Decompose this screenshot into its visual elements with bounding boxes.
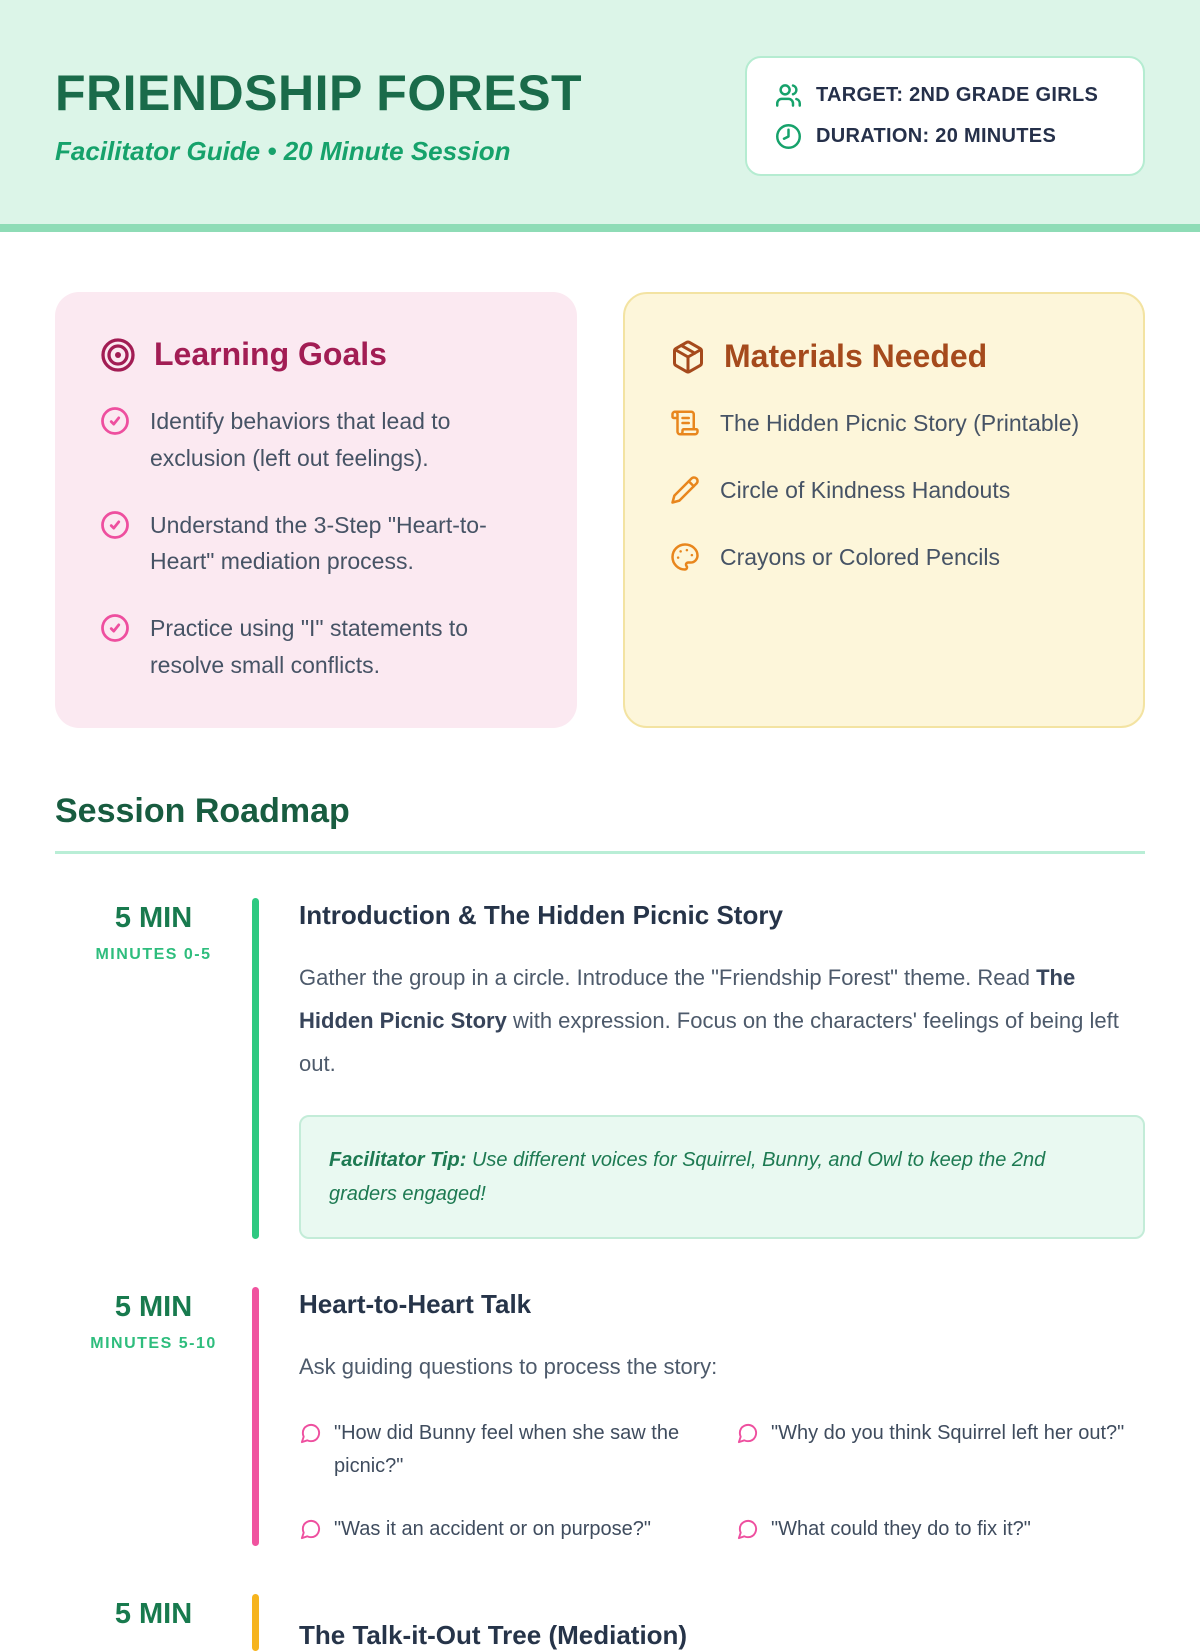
step-title: The Talk-it-Out Tree (Mediation) [299,1620,688,1651]
question-text: "Was it an accident or on purpose?" [334,1518,651,1541]
roadmap-step-3 [55,1594,1145,1651]
question-item [299,1513,708,1546]
goal-text: Understand the 3-Step "Heart-to-Heart" mediation process. [150,511,487,575]
list-item [100,403,532,477]
question-text: "How did Bunny feel when she saw the picnic?" [334,1422,680,1478]
duration-label: DURATION: 20 MINUTES [816,125,1057,147]
list-item [670,405,1098,442]
step-body [299,957,1145,1086]
question-item [736,1417,1145,1483]
pencil-icon [670,475,700,505]
guiding-questions [299,1417,1145,1546]
material-text: The Hidden Picnic Story (Printable) [720,410,1080,436]
users-icon [775,82,802,109]
duration-row [775,123,1115,150]
step-content [259,898,1145,1240]
step-duration: 5 MIN [114,901,193,934]
materials-card [623,292,1145,728]
learning-goals-title-row [100,336,532,373]
roadmap-steps [55,898,1145,1651]
step-title: Heart-to-Heart Talk [299,1289,532,1320]
question-item [299,1417,708,1483]
material-text: Crayons or Colored Pencils [720,543,1000,570]
question-item [736,1513,1145,1546]
session-info-badge [745,56,1145,176]
tip-label: Facilitator Tip: [329,1149,467,1172]
question-text: "What could they do to fix it?" [771,1518,1031,1541]
list-item [670,472,1098,509]
info-cards [0,232,1200,728]
materials-title-row [670,338,1098,375]
target-icon [100,337,136,373]
materials-list [670,405,1098,575]
step-content [259,1287,1145,1546]
step-time [55,1594,252,1651]
roadmap-step-2 [55,1287,1145,1546]
step-range: MINUTES 0-5 [95,945,212,963]
roadmap-step-1 [55,898,1145,1240]
check-circle-icon [100,510,130,540]
body-text: Gather the group in a circle. Introduce the "Friendship Forest" theme. Read [299,964,1037,990]
learning-goals-list [100,403,532,684]
step-time [55,1287,252,1546]
target-row [775,82,1115,109]
target-label: TARGET: 2ND GRADE GIRLS [816,84,1099,106]
package-icon [670,339,706,375]
tip-text: Use different voices for Squirrel, Bunny, and Owl to keep the 2nd graders engaged! [329,1149,1046,1206]
step-body: Ask guiding questions to process the story: [299,1354,718,1380]
step-title: Introduction & The Hidden Picnic Story [299,899,783,930]
header-title-block [55,66,582,167]
speech-bubble-icon [736,1518,759,1541]
list-item [100,610,532,684]
goal-text: Practice using "I" statements to resolve small conflicts. [150,615,469,678]
check-circle-icon [100,406,130,436]
page-subtitle: Facilitator Guide • 20 Minute Session [55,135,511,166]
body-bold-text: The Hidden Picnic Story [299,964,1076,1033]
goal-text: Identify behaviors that lead to exclusion (left out feelings). [150,408,451,471]
step-duration: 5 MIN [114,1598,193,1631]
timeline-bar [252,1594,259,1651]
learning-goals-card [55,292,577,728]
list-item [100,507,532,581]
material-text: Circle of Kindness Handouts [720,476,1011,503]
page-title: FRIENDSHIP FOREST [55,64,583,121]
list-item [670,539,1098,576]
clock-icon [775,123,802,150]
scroll-icon [670,408,700,438]
palette-icon [670,542,700,572]
roadmap-heading: Session Roadmap [55,792,1145,854]
step-content [259,1594,1145,1651]
step-range: MINUTES 5-10 [90,1335,217,1353]
step-duration: 5 MIN [114,1291,193,1324]
step-time [55,898,252,1240]
timeline-bar [252,898,259,1240]
timeline-bar [252,1287,259,1546]
speech-bubble-icon [736,1422,759,1445]
speech-bubble-icon [299,1518,322,1541]
materials-title: Materials Needed [724,338,988,374]
question-text: "Why do you think Squirrel left her out?" [771,1422,1125,1445]
learning-goals-title: Learning Goals [154,336,387,372]
facilitator-tip-box [299,1115,1145,1239]
header [0,0,1200,232]
check-circle-icon [100,613,130,643]
session-roadmap-section [0,728,1200,1651]
speech-bubble-icon [299,1422,322,1445]
body-text: with expression. Focus on the characters' feelings of being left out. [299,1007,1119,1076]
